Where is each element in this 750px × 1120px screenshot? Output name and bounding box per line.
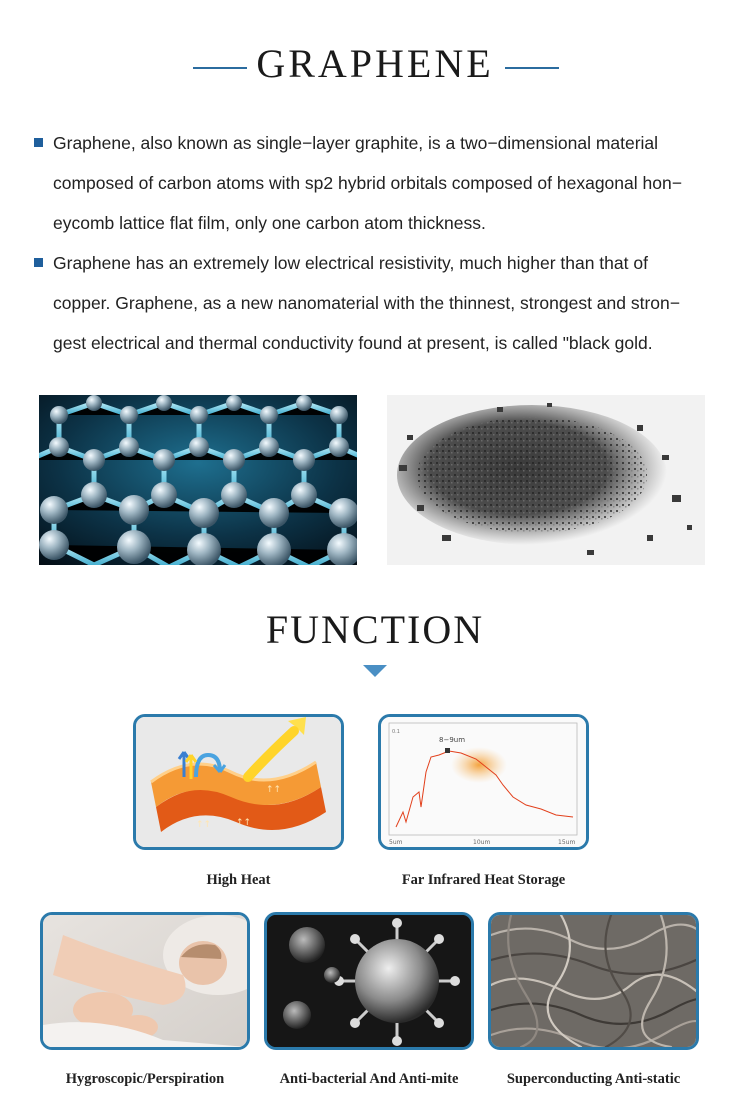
anti-static-caption: Superconducting Anti-static (506, 1071, 681, 1087)
far-infrared-caption: Far Infrared Heat Storage (401, 872, 566, 888)
graphene-powder-image (387, 395, 705, 565)
virus-icon (267, 915, 471, 1047)
title-right-rule (505, 67, 559, 69)
x-axis-label-10um: 10um (473, 839, 491, 846)
infrared-spectrum-chart (381, 717, 586, 847)
function-title: FUNCTION (265, 607, 485, 652)
anti-static-card (488, 912, 699, 1050)
graphene-description (34, 123, 724, 363)
heated-fabric-icon (136, 717, 341, 847)
paragraph-1 (34, 123, 724, 243)
hygroscopic-card (40, 912, 250, 1050)
paragraph-2-line-1: Graphene has an extremely low electrical resistivity, much higher than that of (53, 253, 648, 273)
paragraph-2-line-3: gest electrical and thermal conductivity found at present, is called "black gold. (53, 333, 653, 353)
sleeping-baby-image (43, 915, 247, 1047)
x-axis-label-15um: 15um (558, 839, 576, 846)
svg-text:↑↑: ↑↑ (266, 785, 282, 795)
anti-bacterial-caption: Anti-bacterial And Anti-mite (279, 1071, 459, 1087)
bullet-square-icon (34, 138, 43, 147)
paragraph-1-line-3: eycomb lattice flat film, only one carbon atom thickness. (53, 213, 486, 233)
x-axis-label-5um: 5um (389, 839, 403, 846)
high-heat-card (133, 714, 344, 850)
graphene-title: GRAPHENE (256, 41, 494, 86)
peak-label: 8−9um (439, 736, 466, 744)
fiber-texture-image (491, 915, 696, 1047)
high-heat-caption: High Heat (206, 872, 271, 888)
paragraph-1-line-1: Graphene, also known as single−layer graphite, is a two−dimensional material (53, 133, 659, 153)
bullet-square-icon (34, 258, 43, 267)
anti-bacterial-card (264, 912, 474, 1050)
y-axis-label: 0.1 (392, 729, 400, 735)
down-triangle-icon (363, 665, 387, 677)
paragraph-2-line-2: copper. Graphene, as a new nanomaterial with the thinnest, strongest and stron− (53, 293, 680, 313)
svg-text:↑↑: ↑↑ (196, 820, 212, 830)
hygroscopic-caption: Hygroscopic/Perspiration (65, 1071, 225, 1087)
paragraph-2 (34, 243, 724, 363)
paragraph-1-line-2: composed of carbon atoms with sp2 hybrid orbitals composed of hexagonal hon− (53, 173, 682, 193)
svg-text:↑↑: ↑↑ (236, 818, 252, 828)
far-infrared-card (378, 714, 589, 850)
graphene-lattice-image (39, 395, 357, 565)
